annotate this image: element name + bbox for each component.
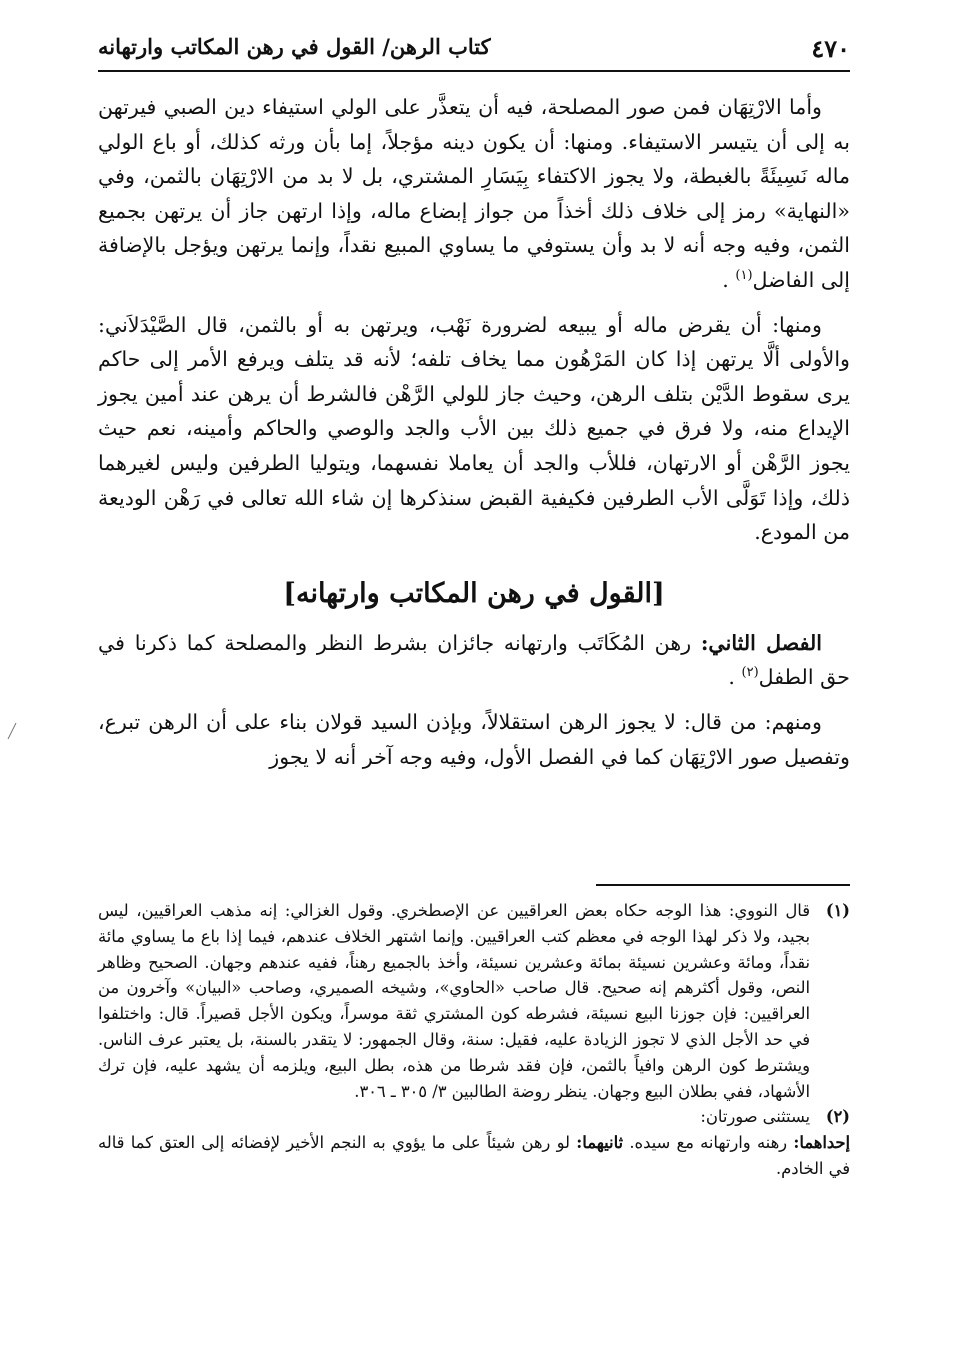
footnote-marker-2: (٢): [741, 665, 759, 681]
chapter-lead-label: الفصل الثاني:: [700, 630, 822, 655]
footnote-text: قال النووي: هذا الوجه حكاه بعض العراقيين عن الإصطخري. وقول الغزالي: إنه مذهب العراقيين، ليس بجيد، ولا ذكر لهذا الوجه في معظم كتب العراقيين. وإنما اشتهر الخلاف عندهم، فيما إذا باع ما يساوي مائة نقداً، ومائة وعشرين نسيئة بمائة وعشرين نسيئة، وأخذ بالجميع رهناً، ففيه عندهم وجهان. الصحيح وظاهر النص، وقول أكثرهم إنه صحيح. قال صاحب «الحاوي»، وشيخه الصميري، وصاحب «البيان» وآخرون من العراقيين: فإن جوزنا البيع نسيئة، فشرطه كون المشتري ثقة موسراً، ويكون الأجل قصيراً. قال: واختلفوا في حد الأجل الذي لا تجوز الزيادة عليه، فقيل: سنة، وقال الجمهور: لا يتقدر بالسنة، بل يعتبر عرف الناس. ويشترط كون الرهن وافياً بالثمن، فإن فقد شرطا من هذه، بطل البيع، ويلزمه أن يشهد عليه، فإن ترك الأشهاد، ففي بطلان البيع وجهان. ينظر روضة الطالبين ٣/ ٣٠٥ ـ ٣٠٦.: [98, 901, 810, 1101]
paragraph-second-chapter: الفصل الثاني: رهن المُكَاتَب وارتهانه جائزان بشرط النظر والمصلحة كما ذكرنا في حق الطفل$^{(٢)}$ .: [98, 630, 850, 690]
footnote-number: (٢): [825, 1107, 850, 1127]
main-text: [98, 90, 850, 774]
scan-edge-mark: [6, 722, 18, 740]
running-title: كتاب الرهن/ القول في رهن المكاتب وارتهانه: [98, 34, 491, 59]
paragraph-opinions: ومنهم: من قال: لا يجوز الرهن استقلالاً، وبإذن السيد قولان بناء على أن الرهن تبرع، وتفصيل صور الارْتِهَان كما في الفصل الأول، وفيه وجه آخر أنه لا يجوز: [98, 709, 850, 769]
footnote-sub-text-2: لو رهن شيئاً على ما يؤوي به النجم الأخير لإفضائه إلى العتق كما قاله في الخادم.: [98, 1133, 850, 1178]
paragraph-guardian-pledge: وأما الارْتِهَان فمن صور المصلحة، فيه أن يتعذَّر على الولي استيفاء دين الصبي فيرتهن به إلى أن يتيسر الاستيفاء. ومنها: أن يكون دينه مؤجلاً، إما بأن ورثه كذلك، أو باع الولي ماله نَسِيئَةً بالغبطة، ولا يجوز الاكتفاء بِيَسَارِ المشتري، بل لا بد من الارْتِهَان بالثمن، وفي «النهاية» رمز إلى خلاف ذلك أخذاً من جواز إبضاع ماله، وإذا ارتهن جاز أن يرتهن بجميع الثمن، وفيه وجه أنه لا بد وأن يستوفي ما يساوي المبيع نقداً، وإنما يرتهن ويؤجل بالإضافة إلى الفاضل$^{(١)}$ .: [98, 95, 850, 292]
footnotes: [98, 898, 850, 1182]
footnote-sub-lead: إحداهما:: [793, 1133, 850, 1153]
paragraph-text: رهن المُكَاتَب وارتهانه جائزان بشرط النظر والمصلحة كما ذكرنا في حق الطفل: [98, 630, 850, 690]
footnote-number: (١): [825, 901, 850, 920]
footnote-sub-lead-2: ثانيهما:: [576, 1133, 624, 1153]
footnote-2: [98, 1104, 850, 1130]
footnote-divider: [596, 884, 850, 886]
footnote-marker-1: (١): [735, 268, 753, 284]
paragraph-text: وأما الارْتِهَان فمن صور المصلحة، فيه أن يتعذَّر على الولي استيفاء دين الصبي فيرتهن به إلى أن يتيسر الاستيفاء. ومنها: أن يكون دينه مؤجلاً، إما بأن ورثه كذلك، أو باع الولي ماله نَسِيئَةً بالغبطة، ولا يجوز الاكتفاء بِيَسَارِ المشتري، بل لا بد من الارْتِهَان بالثمن، وفي «النهاية» رمز إلى خلاف ذلك أخذاً من جواز إبضاع ماله، وإذا ارتهن جاز أن يرتهن بجميع الثمن، وفيه وجه أنه لا بد وأن يستوفي ما يساوي المبيع نقداً، وإنما يرتهن ويؤجل بالإضافة إلى الفاضل: [98, 95, 850, 292]
footnote-1: [98, 898, 850, 1104]
header-divider: [98, 70, 850, 72]
paragraph-lending-and-selling: ومنها: أن يقرض ماله أو يبيعه لضرورة نَهْب، ويرتهن به أو بالثمن، قال الصَّيْدَلاَني: والأولى ألَّا يرتهن إذا كان المَرْهُون مما يخاف تلفه؛ لأنه قد يتلف ويرفع الأمر إلى حاكم يرى سقوط الدَّيْن بتلف الرهن، وحيث جاز للولي الرَّهْن فالشرط أن يرهن عند أمين يجوز الإيداع منه، ولا فرق في جميع ذلك بين الأب والجد والوصي والحاكم وأمينه، نعم حيث يجوز الرَّهْن أو الارتهان، فللأب والجد أن يعاملا نفسهما، ويتوليا الطرفين وليس لغيرهما ذلك، وإذا تَوَلَّى الأب الطرفين فكيفية القبض سنذكرها إن شاء الله تعالى في رَهْن الوديعة من المودع.: [98, 312, 850, 545]
footnote-sub-text: رهنه وارتهانه مع سيده.: [629, 1133, 788, 1153]
running-head: [98, 30, 850, 66]
footnote-text: يستثنى صورتان:: [700, 1107, 810, 1127]
page-number: ٤٧٠: [811, 34, 850, 63]
footnote-2-detail: [98, 1130, 850, 1182]
section-heading: [القول في رهن المكاتب وارتهانه]: [283, 577, 665, 609]
